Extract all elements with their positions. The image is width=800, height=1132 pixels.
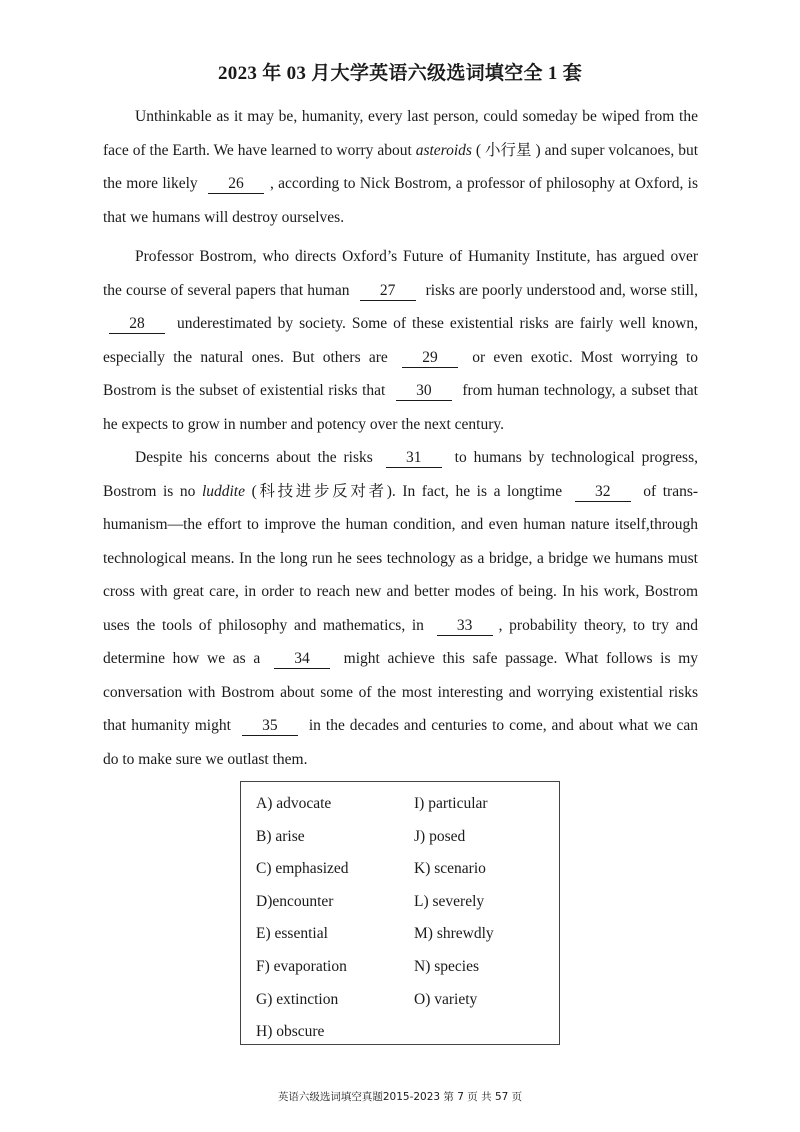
word-option-c: C) emphasized <box>256 860 349 878</box>
text-run: , probability theory, to try and determine how we as a <box>103 616 698 667</box>
text-run: in the decades and centuries to come, and about what we can do to make sure we outlast them. <box>103 717 698 768</box>
word-option-a: A) advocate <box>256 795 332 812</box>
word-option-m: M) shrewdly <box>414 925 494 943</box>
blank-33: 33 <box>437 617 493 636</box>
word-option-o: O) variety <box>414 990 478 1008</box>
blank-34: 34 <box>274 650 330 669</box>
blank-35: 35 <box>242 717 298 736</box>
blank-28: 28 <box>109 315 165 334</box>
word-option-f: F) evaporation <box>256 957 347 975</box>
emphasis-luddite: luddite <box>201 482 245 500</box>
word-bank-left-column <box>256 788 349 1049</box>
blank-27: 27 <box>360 282 416 301</box>
page-footer: 英语六级选词填空真题2015-2023 第 7 页 共 57 页 <box>277 1091 523 1103</box>
text-run: of trans-humanism—the effort to improve the human condition, and even human nature itself,through technological means. In the long run he sees technology as a bridge, a bridge we humans must cross with great care, in order to reach new and better modes of being. In his work, Bostrom uses the tools of philosophy and mathematics, in <box>103 482 699 634</box>
word-bank-right-column <box>414 788 494 1016</box>
paragraph-2 <box>103 240 698 441</box>
text-run: , according to Nick Bostrom, a professor of philosophy at Oxford, is that we humans will destroy ourselves. <box>103 175 698 226</box>
word-option-g: G) extinction <box>256 990 339 1008</box>
text-run: ( 小行星 ) and super volcanoes, but the more likely <box>103 141 698 192</box>
text-run: Professor Bostrom, who directs Oxford’s Future of Humanity Institute, has argued over the course of several papers that human <box>103 248 698 299</box>
text-run: underestimated by society. Some of these existential risks are fairly well known, especially the natural ones. But others are <box>103 315 698 366</box>
word-option-k: K) scenario <box>414 860 486 878</box>
text-run: Unthinkable as it may be, humanity, every last person, could someday be wiped from the face of the Earth. We have learned to worry about <box>103 108 698 159</box>
word-option-l: L) severely <box>414 892 485 910</box>
word-option-n: N) species <box>414 957 479 975</box>
text-run: risks are poorly understood and, worse still, <box>421 281 698 299</box>
word-bank-box <box>240 781 560 1045</box>
emphasis-asteroids: asteroids <box>415 141 472 159</box>
word-option-i: I) particular <box>414 795 488 812</box>
word-option-j: J) posed <box>414 827 466 845</box>
text-run: Despite his concerns about the risks <box>135 449 380 466</box>
word-option-d: D)encounter <box>256 892 334 910</box>
paragraph-3 <box>103 441 698 776</box>
blank-32: 32 <box>575 483 631 502</box>
text-run: (科技进步反对者). In fact, he is a longtime <box>245 482 569 500</box>
word-option-b: B) arise <box>256 827 305 845</box>
blank-30: 30 <box>396 382 452 401</box>
blank-29: 29 <box>402 349 458 368</box>
text-run: or even exotic. Most worrying to Bostrom is the subset of existential risks that <box>103 348 699 399</box>
word-option-e: E) essential <box>256 925 328 943</box>
paragraph-1 <box>103 100 698 234</box>
text-run: from human technology, a subset that he expects to grow in number and potency over the next century. <box>103 382 698 433</box>
blank-31: 31 <box>386 449 442 468</box>
word-option-h: H) obscure <box>256 1023 325 1041</box>
text-run: might achieve this safe passage. What follows is my conversation with Bostrom about some of the most interesting and worrying existential risks that humanity might <box>103 650 698 734</box>
text-run: to humans by technological progress, Bostrom is no <box>103 449 698 500</box>
blank-26: 26 <box>208 175 264 194</box>
page-title: 2023 年 03 月大学英语六级选词填空全 1 套 <box>217 63 583 84</box>
